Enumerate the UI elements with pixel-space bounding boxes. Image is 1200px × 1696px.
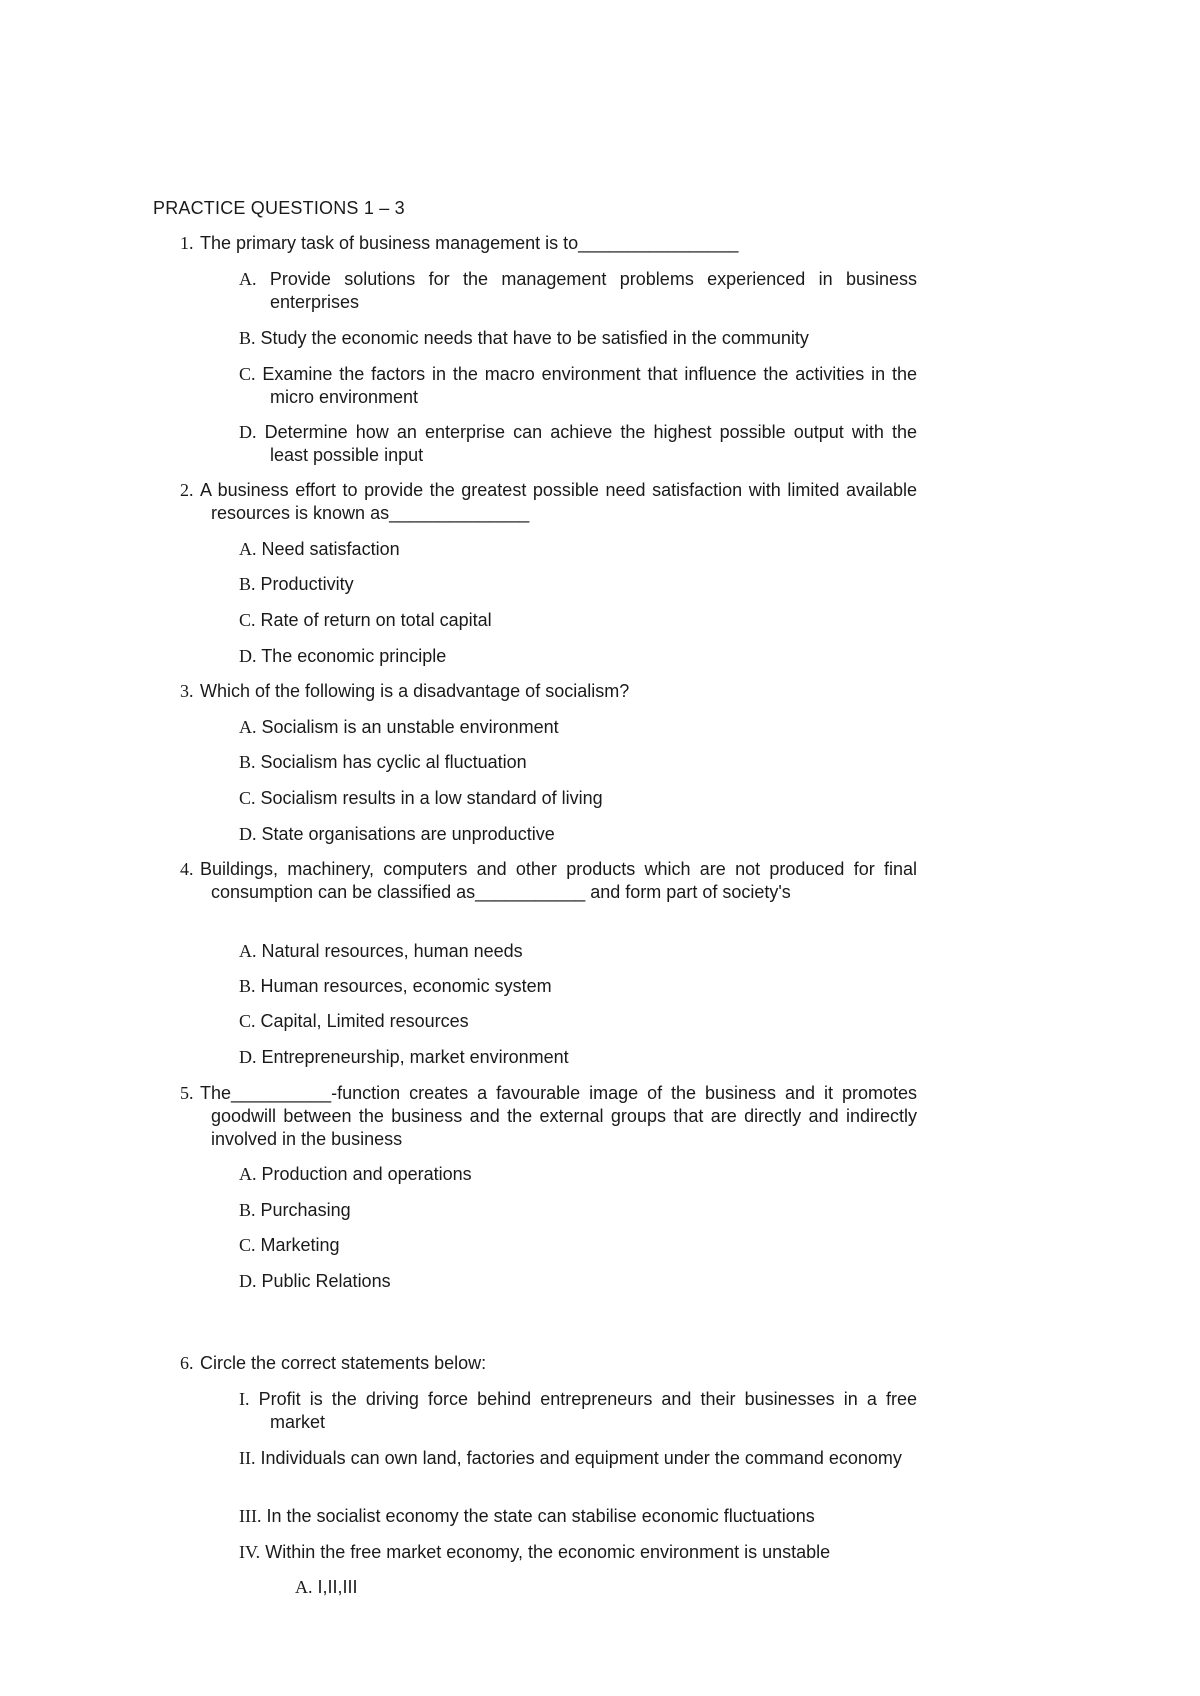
option-letter: A. bbox=[239, 717, 257, 737]
question-1-option-b bbox=[239, 327, 917, 350]
option-text: State organisations are unproductive bbox=[261, 824, 555, 844]
option-letter: B. bbox=[239, 328, 256, 348]
question-6-statement-ii bbox=[239, 1447, 917, 1470]
option-letter: C. bbox=[239, 364, 256, 384]
question-3-option-a bbox=[239, 716, 917, 739]
question-2-option-d bbox=[239, 645, 917, 668]
option-letter: C. bbox=[239, 1011, 256, 1031]
question-2-option-b bbox=[239, 573, 917, 596]
question-text: The__________-function creates a favourable image of the business and it promotes goodwill between the business and the external groups that are directly and indirectly involved in the business bbox=[200, 1083, 917, 1149]
question-number: 3. bbox=[180, 681, 194, 701]
statement-text: Within the free market economy, the economic environment is unstable bbox=[265, 1542, 831, 1562]
option-letter: A. bbox=[239, 941, 257, 961]
question-2-option-a bbox=[239, 538, 917, 561]
question-3-option-d bbox=[239, 823, 917, 846]
question-4 bbox=[180, 858, 917, 904]
question-3-option-c bbox=[239, 787, 917, 810]
question-6 bbox=[180, 1352, 917, 1375]
statement-numeral: I. bbox=[239, 1389, 250, 1409]
question-text: Which of the following is a disadvantage of socialism? bbox=[200, 681, 630, 701]
statement-text: Profit is the driving force behind entrepreneurs and their businesses in a free market bbox=[258, 1389, 917, 1432]
option-text: Socialism is an unstable environment bbox=[261, 717, 559, 737]
option-text: Entrepreneurship, market environment bbox=[261, 1047, 569, 1067]
option-letter: A. bbox=[239, 1164, 257, 1184]
option-text: Marketing bbox=[260, 1235, 340, 1255]
question-3 bbox=[180, 680, 917, 703]
option-letter: C. bbox=[239, 1235, 256, 1255]
option-text: Need satisfaction bbox=[261, 539, 400, 559]
option-letter: D. bbox=[239, 1271, 257, 1291]
option-letter: C. bbox=[239, 610, 256, 630]
page-title: PRACTICE QUESTIONS 1 – 3 bbox=[153, 198, 405, 218]
question-text: A business effort to provide the greatest possible need satisfaction with limited available resources is known as______________ bbox=[200, 480, 917, 523]
question-4-option-c bbox=[239, 1010, 917, 1033]
option-letter: B. bbox=[239, 976, 256, 996]
option-letter: A. bbox=[239, 539, 257, 559]
question-number: 4. bbox=[180, 859, 194, 879]
question-4-option-d bbox=[239, 1046, 917, 1069]
question-6-statement-iv bbox=[239, 1541, 917, 1564]
option-text: Natural resources, human needs bbox=[261, 941, 523, 961]
question-5-option-b bbox=[239, 1199, 917, 1222]
question-5-option-a bbox=[239, 1163, 917, 1186]
option-text: Production and operations bbox=[261, 1164, 472, 1184]
question-2 bbox=[180, 479, 917, 525]
statement-numeral: II. bbox=[239, 1448, 256, 1468]
option-text: Public Relations bbox=[261, 1271, 391, 1291]
question-6-answer-a bbox=[295, 1576, 695, 1599]
option-text: Socialism has cyclic al fluctuation bbox=[260, 752, 527, 772]
question-5-option-d bbox=[239, 1270, 917, 1293]
option-letter: D. bbox=[239, 824, 257, 844]
option-text: Productivity bbox=[260, 574, 354, 594]
answer-text: I,II,III bbox=[317, 1577, 358, 1597]
option-letter: B. bbox=[239, 752, 256, 772]
question-3-option-b bbox=[239, 751, 917, 774]
option-text: Study the economic needs that have to be satisfied in the community bbox=[260, 328, 809, 348]
question-number: 1. bbox=[180, 233, 194, 253]
option-text: Determine how an enterprise can achieve the highest possible output with the least possible input bbox=[264, 422, 917, 465]
option-letter: D. bbox=[239, 646, 257, 666]
question-4-option-b bbox=[239, 975, 917, 998]
option-letter: A. bbox=[239, 269, 257, 289]
option-letter: B. bbox=[239, 1200, 256, 1220]
statement-text: In the socialist economy the state can stabilise economic fluctuations bbox=[266, 1506, 815, 1526]
option-letter: D. bbox=[239, 422, 257, 442]
question-1-option-a bbox=[239, 268, 917, 314]
option-letter: B. bbox=[239, 574, 256, 594]
option-text: Rate of return on total capital bbox=[260, 610, 492, 630]
option-text: Human resources, economic system bbox=[260, 976, 552, 996]
option-letter: D. bbox=[239, 1047, 257, 1067]
question-4-option-a bbox=[239, 940, 917, 963]
option-text: Examine the factors in the macro environment that influence the activities in the micro environment bbox=[262, 364, 917, 407]
question-5 bbox=[180, 1082, 917, 1151]
question-text: Buildings, machinery, computers and other products which are not produced for final consumption can be classified as___________ and form part of society's bbox=[200, 859, 917, 902]
question-1-option-c bbox=[239, 363, 917, 409]
question-6-statement-i bbox=[239, 1388, 917, 1434]
question-6-statement-iii bbox=[239, 1505, 917, 1528]
option-text: Capital, Limited resources bbox=[260, 1011, 469, 1031]
question-text: The primary task of business management is to________________ bbox=[200, 233, 739, 253]
question-number: 2. bbox=[180, 480, 194, 500]
question-2-option-c bbox=[239, 609, 917, 632]
question-text: Circle the correct statements below: bbox=[200, 1353, 487, 1373]
question-number: 5. bbox=[180, 1083, 194, 1103]
option-letter: C. bbox=[239, 788, 256, 808]
question-5-option-c bbox=[239, 1234, 917, 1257]
option-text: The economic principle bbox=[261, 646, 447, 666]
question-1 bbox=[180, 232, 917, 255]
option-text: Purchasing bbox=[260, 1200, 351, 1220]
question-number: 6. bbox=[180, 1353, 194, 1373]
statement-numeral: III. bbox=[239, 1506, 262, 1526]
answer-letter: A. bbox=[295, 1577, 313, 1597]
question-1-option-d bbox=[239, 421, 917, 467]
statement-text: Individuals can own land, factories and equipment under the command economy bbox=[260, 1448, 902, 1468]
option-text: Provide solutions for the management problems experienced in business enterprises bbox=[269, 269, 917, 312]
option-text: Socialism results in a low standard of living bbox=[260, 788, 603, 808]
statement-numeral: IV. bbox=[239, 1542, 261, 1562]
